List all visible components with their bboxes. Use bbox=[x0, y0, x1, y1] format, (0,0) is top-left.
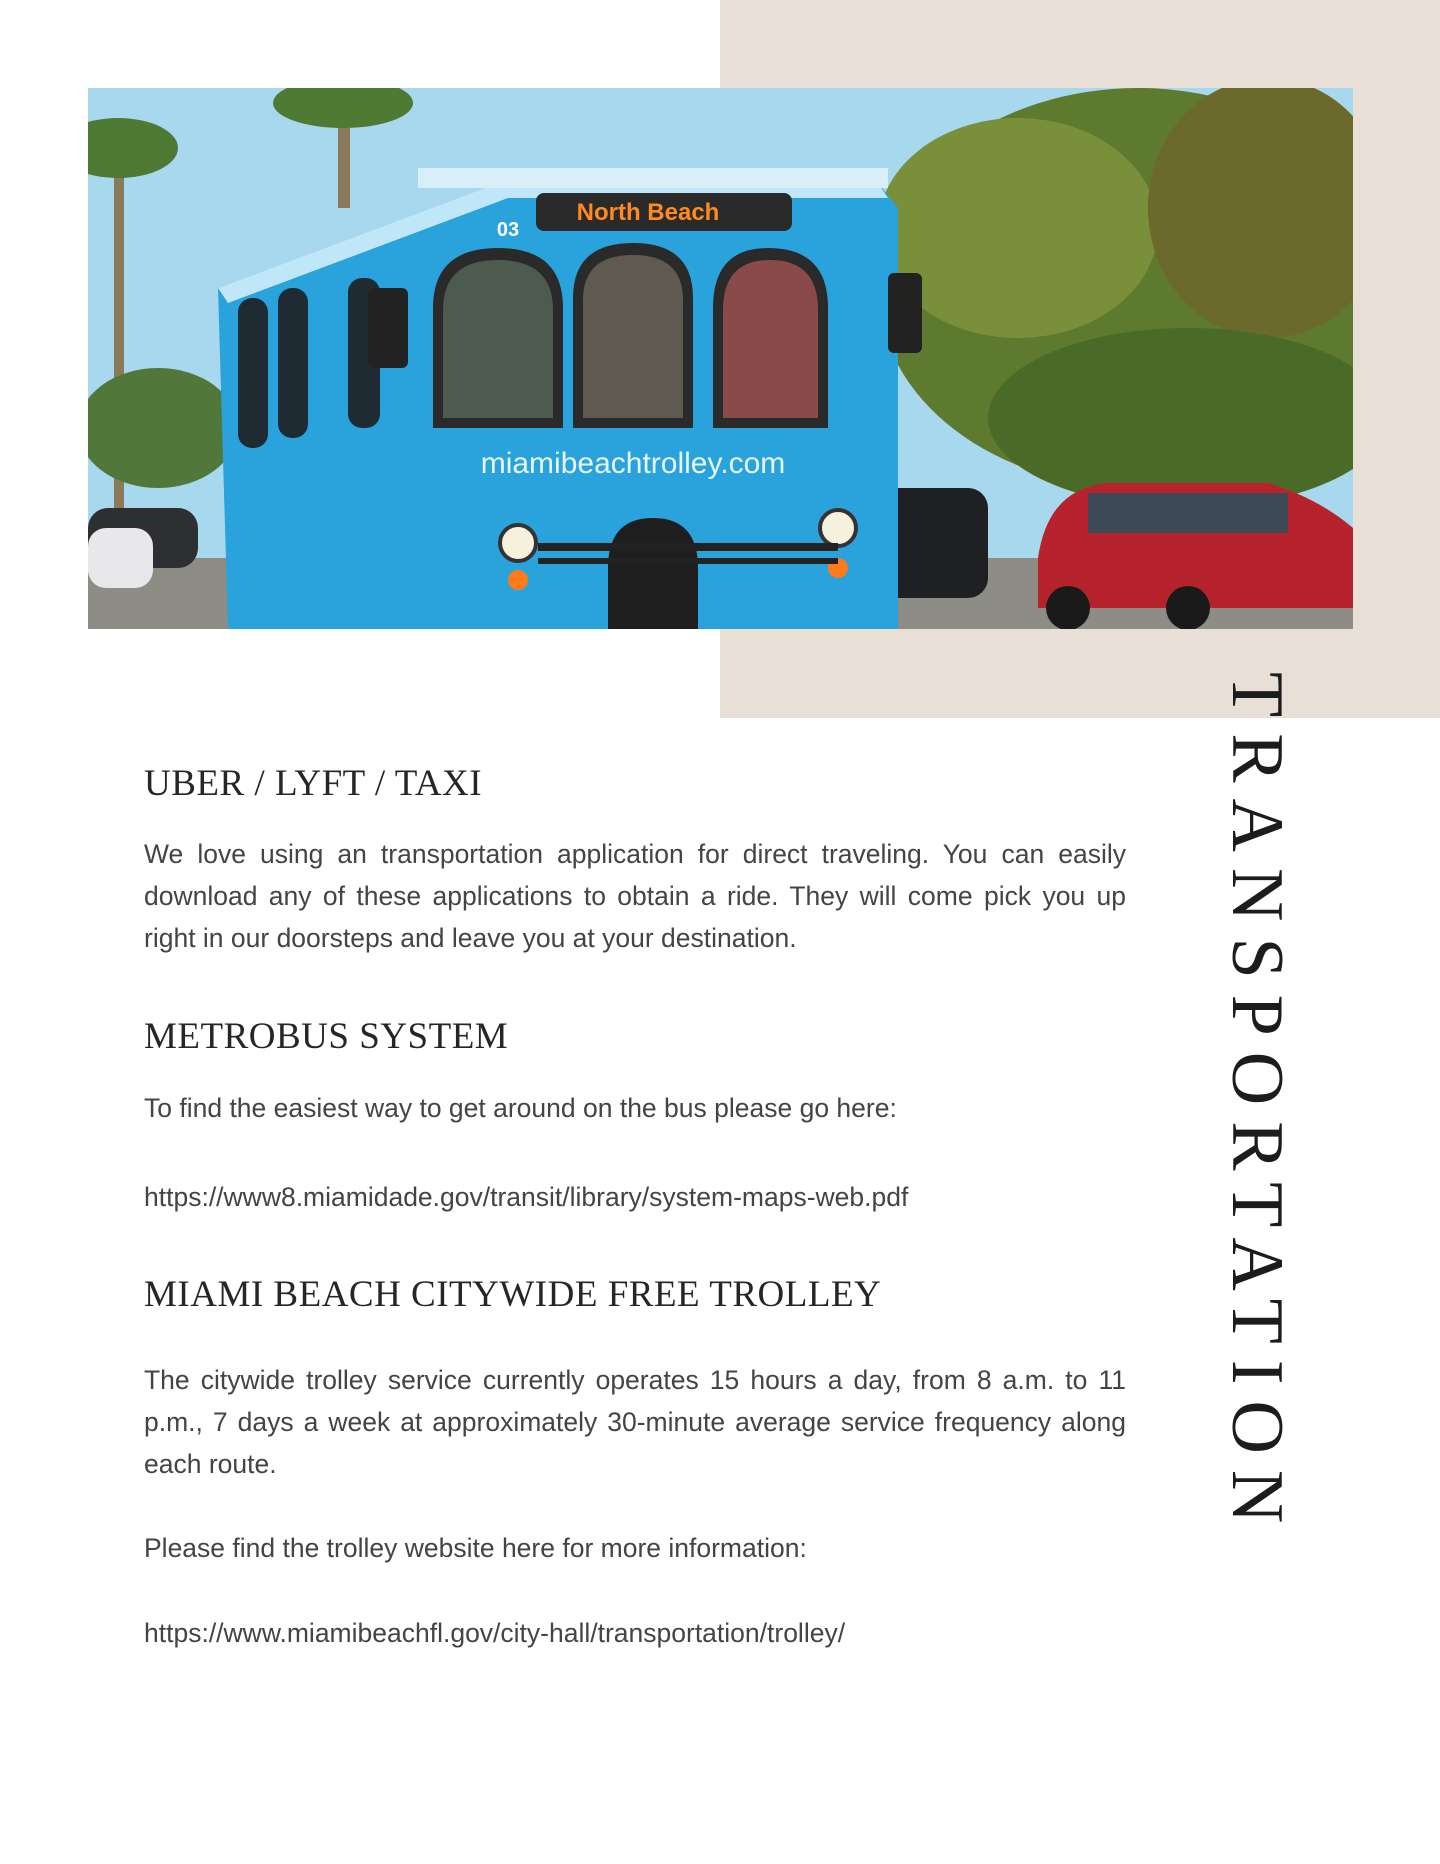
section-rideshare bbox=[144, 762, 1126, 805]
page-title: TRANSPORTATION bbox=[1216, 672, 1298, 1540]
metrobus-link[interactable]: https://www8.miamidade.gov/transit/library/system-maps-web.pdf bbox=[144, 1182, 909, 1212]
trolley-illustration bbox=[88, 88, 1353, 629]
trolley-link[interactable]: https://www.miamibeachfl.gov/city-hall/transportation/trolley/ bbox=[144, 1618, 846, 1648]
section-metrobus bbox=[144, 1015, 1126, 1058]
section-body: The citywide trolley service currently operates 15 hours a day, from 8 a.m. to 11 p.m., 7 days a week at approximately 30-minute average service frequency along each route. bbox=[144, 1365, 1126, 1479]
trolley-photo bbox=[88, 88, 1353, 629]
section-heading: MIAMI BEACH CITYWIDE FREE TROLLEY bbox=[144, 1274, 882, 1315]
section-trolley bbox=[144, 1273, 1126, 1316]
section-body-secondary: Please find the trolley website here for more information: bbox=[144, 1533, 807, 1563]
section-trolley-body-wrap bbox=[144, 1359, 1126, 1485]
section-heading: METROBUS SYSTEM bbox=[144, 1016, 509, 1057]
section-heading: UBER / LYFT / TAXI bbox=[144, 763, 483, 804]
section-trolley-link-wrap bbox=[144, 1612, 1126, 1654]
section-trolley-body2-wrap bbox=[144, 1527, 1126, 1569]
section-metrobus-link-wrap bbox=[144, 1176, 1126, 1218]
section-body: To find the easiest way to get around on the bus please go here: bbox=[144, 1093, 897, 1123]
section-body: We love using an transportation application for direct traveling. You can easily download any of these applications to obtain a ride. They will come pick you up right in our doorsteps and leave you at your destination. bbox=[144, 839, 1126, 953]
svg-text:03: 03 bbox=[496, 219, 520, 241]
section-rideshare-body-wrap bbox=[144, 833, 1126, 959]
section-metrobus-body-wrap bbox=[144, 1087, 1126, 1129]
svg-text:miamibeachtrolley.com: miamibeachtrolley.com bbox=[480, 447, 786, 480]
svg-text:North Beach: North Beach bbox=[576, 199, 720, 226]
